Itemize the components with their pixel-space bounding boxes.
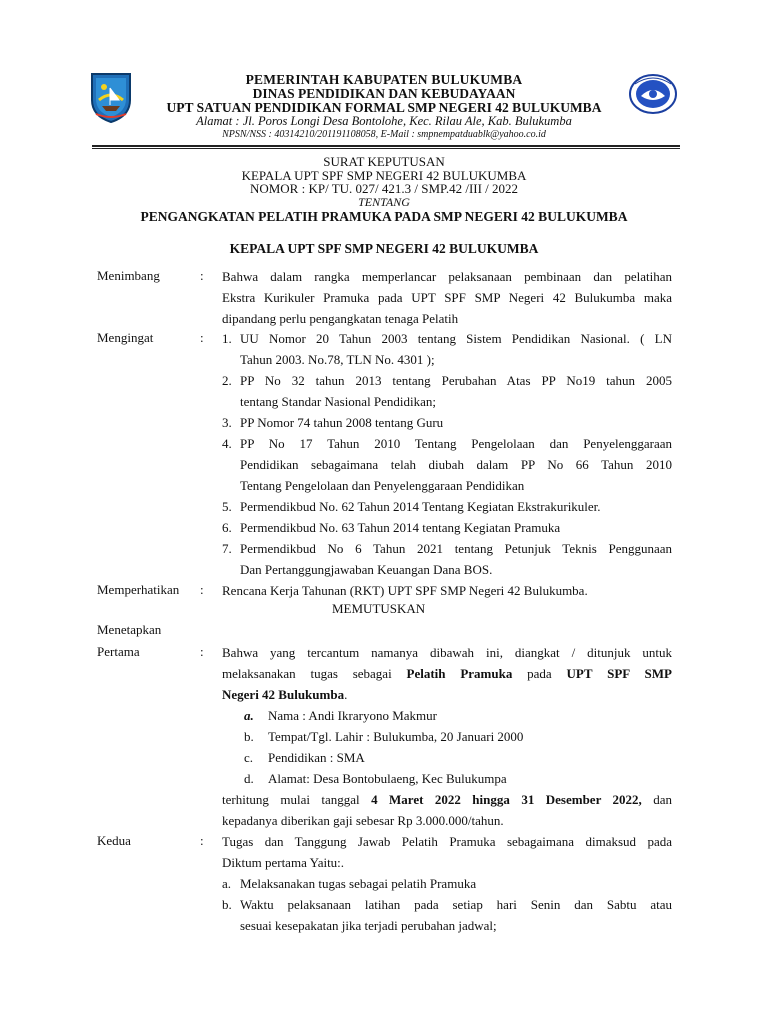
list-item <box>222 538 672 580</box>
item-line: PP No 32 tahun 2013 tentang Perubahan Atas PP No19 tahun 2005 <box>240 373 672 388</box>
item-line: PP No 17 Tahun 2010 Tentang Pengelolaan dan Penyelenggaraan <box>240 436 672 451</box>
text-run: melaksanakan tugas sebagai <box>222 666 407 681</box>
item-line: Waktu pelaksanaan latihan pada setiap hari Senin dan Sabtu atau <box>240 897 672 912</box>
pertama-line <box>222 684 672 705</box>
item-mark: b. <box>222 897 232 912</box>
text-run: terhitung mulai tanggal <box>222 792 372 807</box>
detail-mark: d. <box>244 771 254 786</box>
pertama-line <box>222 663 672 684</box>
label-menimbang: Menimbang <box>97 268 160 283</box>
list-item <box>222 370 672 412</box>
label-kedua: Kedua <box>97 833 131 848</box>
colon-menimbang: : <box>200 268 204 283</box>
role-name: Pelatih Pramuka <box>406 666 513 681</box>
memperhatikan-text: Rencana Kerja Tahunan (RKT) UPT SPF SMP Negeri 42 Bulukumba. <box>222 583 588 598</box>
doc-issuer: KEPALA UPT SPF SMP NEGERI 42 BULUKUMBA <box>241 168 527 183</box>
pertama-line: Bahwa yang tercantum namanya dibawah ini, diangkat / ditunjuk untuk <box>222 645 672 660</box>
pertama-line <box>222 789 672 810</box>
doc-title: SURAT KEPUTUSAN <box>323 154 445 169</box>
item-number: 2. <box>222 373 232 388</box>
item-line: sesuai kesepakatan jika terjadi perubahan jadwal; <box>240 918 497 933</box>
header-rule-thin <box>92 148 680 149</box>
text-run: dan <box>641 792 672 807</box>
menimbang-line: Ekstra Kurikuler Pramuka pada UPT SPF SMP Negeri 42 Bulukumba maka <box>222 290 672 305</box>
list-item <box>222 328 672 370</box>
detail-text: Nama : Andi Ikraryono Makmur <box>268 708 437 723</box>
item-line: UU Nomor 20 Tahun 2003 tentang Sistem Pendidikan Nasional. ( LN <box>240 331 672 346</box>
item-line: Melaksanakan tugas sebagai pelatih Pramuka <box>240 876 477 891</box>
item-number: 4. <box>222 436 232 451</box>
label-memperhatikan: Memperhatikan <box>97 582 180 597</box>
item-number: 5. <box>222 499 232 514</box>
label-mengingat: Mengingat <box>97 330 154 345</box>
menimbang-line: dipandang perlu pengangkatan tenaga Pelatih <box>222 311 459 326</box>
item-mark: a. <box>222 876 232 891</box>
period-dates: 4 Maret 2022 hingga 31 Desember 2022, <box>371 792 642 807</box>
pertama-text <box>222 642 672 831</box>
colon-kedua: : <box>200 833 204 848</box>
menimbang-line: Bahwa dalam rangka memperlancar pelaksanaan pembinaan dan pelatihan <box>222 269 672 284</box>
doc-signatory-heading: KEPALA UPT SPF SMP NEGERI 42 BULUKUMBA <box>229 241 539 256</box>
memutuskan-heading: MEMUTUSKAN <box>332 601 426 616</box>
detail-row <box>244 705 672 726</box>
item-line: Permendikbud No. 63 Tahun 2014 tentang Kegiatan Pramuka <box>240 520 561 535</box>
kedua-line: Diktum pertama Yaitu:. <box>222 855 345 870</box>
item-line: tentang Standar Nasional Pendidikan; <box>240 394 437 409</box>
item-line: Tahun 2003. No.78, TLN No. 4301 ); <box>240 352 435 367</box>
header-rule-thick <box>92 145 680 147</box>
item-number: 7. <box>222 541 232 556</box>
text-run: pada <box>512 666 567 681</box>
header-agency: DINAS PENDIDIKAN DAN KEBUDAYAAN <box>252 86 516 101</box>
list-item <box>222 496 672 517</box>
detail-text: Pendidikan : SMA <box>268 750 365 765</box>
header-address: Alamat : Jl. Poros Longi Desa Bontolohe, Kec. Rilau Ale, Kab. Bulukumba <box>196 114 572 128</box>
item-line: Dan Pertanggungjawaban Keuangan Dana BOS. <box>240 562 493 577</box>
header-school: UPT SATUAN PENDIDIKAN FORMAL SMP NEGERI 42 BULUKUMBA <box>166 100 602 115</box>
item-line: Tentang Pengelolaan dan Penyelenggaraan Pendidikan <box>240 478 525 493</box>
list-item <box>222 894 672 936</box>
colon-mengingat: : <box>200 330 204 345</box>
detail-text: Tempat/Tgl. Lahir : Bulukumba, 20 Januari 2000 <box>268 729 524 744</box>
detail-row <box>244 726 672 747</box>
school-name: UPT SPF SMP <box>566 666 672 681</box>
item-line: Permendikbud No. 62 Tahun 2014 Tentang Kegiatan Ekstrakurikuler. <box>240 499 601 514</box>
header-government: PEMERINTAH KABUPATEN BULUKUMBA <box>245 72 523 87</box>
colon-memperhatikan: : <box>200 582 204 597</box>
label-pertama: Pertama <box>97 644 140 659</box>
label-menetapkan: Menetapkan <box>97 622 162 637</box>
pertama-line: kepadanya diberikan gaji sebesar Rp 3.000.000/tahun. <box>222 813 504 828</box>
item-number: 6. <box>222 520 232 535</box>
item-number: 1. <box>222 331 232 346</box>
list-item <box>222 433 672 496</box>
colon-pertama: : <box>200 644 204 659</box>
list-item <box>222 517 672 538</box>
item-line: PP Nomor 74 tahun 2008 tentang Guru <box>240 415 444 430</box>
menimbang-text <box>222 266 672 329</box>
detail-text: Alamat: Desa Bontobulaeng, Kec Bulukumpa <box>268 771 507 786</box>
mengingat-list <box>222 328 672 580</box>
appointee-details <box>222 705 672 789</box>
doc-number: NOMOR : KP/ TU. 027/ 421.3 / SMP.42 /III / 2022 <box>249 181 519 196</box>
item-number: 3. <box>222 415 232 430</box>
text-run: . <box>344 687 348 702</box>
detail-row <box>244 768 672 789</box>
kedua-text <box>222 831 672 936</box>
list-item <box>222 873 672 894</box>
item-line: Pendidikan sebagaimana telah diubah dalam PP No 66 Tahun 2010 <box>240 457 672 472</box>
item-line: Permendikbud No 6 Tahun 2021 tentang Petunjuk Teknis Penggunaan <box>240 541 672 556</box>
list-item <box>222 412 672 433</box>
doc-subject: PENGANGKATAN PELATIH PRAMUKA PADA SMP NEGERI 42 BULUKUMBA <box>140 209 628 224</box>
detail-mark: b. <box>244 729 254 744</box>
detail-mark: a. <box>244 708 254 723</box>
detail-mark: c. <box>244 750 254 765</box>
detail-row <box>244 747 672 768</box>
kedua-line: Tugas dan Tanggung Jawab Pelatih Pramuka sebagaimana dimaksud pada <box>222 834 672 849</box>
header-contact: NPSN/NSS : 40314210/201191108058, E-Mail : smpnempatduablk@yahoo.co.id <box>222 129 546 140</box>
doc-tentang: TENTANG <box>358 195 410 209</box>
school-name: Negeri 42 Bulukumba <box>222 687 345 702</box>
